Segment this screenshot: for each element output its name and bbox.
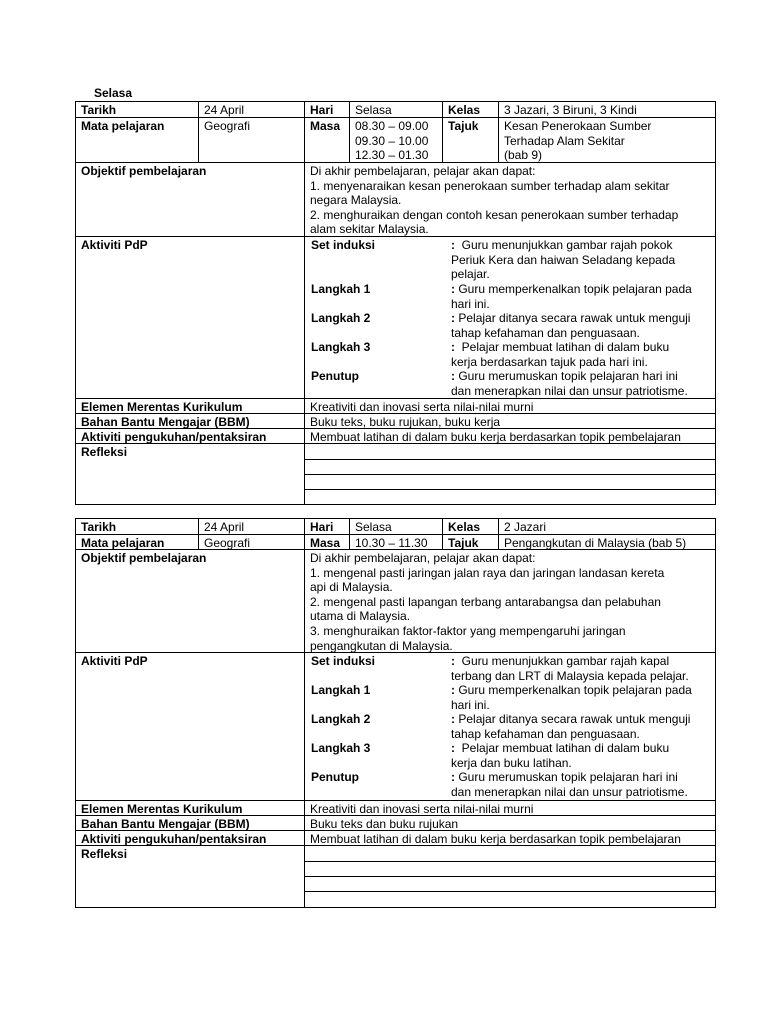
emk-label: Elemen Merentas Kurikulum [81,400,243,414]
refleksi-area[interactable] [304,444,715,504]
day-heading: Selasa [94,86,133,100]
row-emk [76,398,715,414]
step-text [451,311,711,340]
masa-line: 12.30 – 01.30 [355,148,429,163]
step-colon: : [451,741,455,755]
step-label: Set induksi [311,238,376,252]
objektif-line: utama di Malaysia. [310,609,411,624]
refleksi-line [305,861,715,862]
step-colon: : [451,712,455,726]
step-line: terbang dan LRT di Malaysia kepada pelajar. [451,668,689,683]
step-text [451,369,711,398]
tajuk-label: Tajuk [442,118,498,163]
tajuk-value [498,535,715,550]
bbm-label: Bahan Bantu Mengajar (BBM) [81,817,250,831]
hari-label: Hari [304,102,349,117]
tarikh-label: Tarikh [81,520,117,534]
tarikh-value: 24 April [198,102,304,117]
pentaksiran-label: Aktiviti pengukuhan/pentaksiran [81,430,267,444]
tajuk-value [498,118,715,163]
kelas-value: 3 Jazari, 3 Biruni, 3 Kindi [498,102,715,117]
bbm-value: Buku teks, buku rujukan, buku kerja [304,414,715,429]
lesson-plan-table-2 [75,518,716,908]
tajuk-line: Kesan Penerokaan Sumber [504,119,652,133]
hari-value: Selasa [349,102,442,117]
masa-line: 10.30 – 11.30 [355,536,428,550]
step-line: Periuk Kera dan haiwan Seladang kepada [451,252,676,267]
objektif-line: pengangkutan di Malaysia. [310,638,453,653]
step-text [451,741,711,770]
step-line: Pelajar ditanya secara rawak untuk menguji [458,311,691,325]
mapel-label: Mata pelajaran [81,536,165,550]
step-colon: : [451,683,455,697]
objektif-line: Di akhir pembelajaran, pelajar akan dapat: [310,551,536,565]
step-text [451,238,711,282]
objektif-line: 3. menghuraikan faktor-faktor yang mempengaruhi jaringan [310,623,626,638]
bbm-value: Buku teks dan buku rujukan [304,816,715,831]
aktiviti-value [304,653,715,801]
objektif-line: negara Malaysia. [310,193,402,208]
kelas-value: 2 Jazari [498,519,715,534]
step-line: Pelajar membuat latihan di dalam buku [461,340,670,354]
step-text [451,340,711,369]
masa-line: 09.30 – 10.00 [355,133,429,148]
row-refleksi [76,845,715,907]
step-label: Set induksi [311,654,376,668]
pentaksiran-label: Aktiviti pengukuhan/pentaksiran [81,832,267,846]
step-line: Pelajar membuat latihan di dalam buku [461,741,670,755]
step-line: kerja dan buku latihan. [451,755,572,770]
mapel-value: Geografi [198,535,304,550]
kelas-label: Kelas [442,519,498,534]
masa-value [349,118,442,163]
step-line: Guru menunjukkan gambar rajah kapal [461,654,670,668]
step-label: Langkah 2 [311,311,371,325]
step-label: Langkah 2 [311,712,371,726]
step-line: Guru merumuskan topik pelajaran hari ini [458,369,678,383]
row-aktiviti [76,652,715,801]
step-line: Guru memperkenalkan topik pelajaran pada [458,683,692,697]
step-colon: : [451,311,455,325]
step-line: hari ini. [451,697,490,712]
objektif-label: Objektif pembelajaran [81,551,207,565]
tajuk-line: (bab 9) [504,148,543,163]
hari-label: Hari [304,519,349,534]
emk-label: Elemen Merentas Kurikulum [81,802,243,816]
objektif-line: 2. mengenal pasti lapangan terbang antarabangsa dan pelabuhan [310,594,661,609]
row-aktiviti [76,236,715,399]
step-line: pelajar. [451,267,490,282]
objektif-line: api di Malaysia. [310,580,393,595]
step-text [451,282,711,311]
objektif-line: 1. mengenal pasti jaringan jalan raya dan jaringan landasan kereta [310,565,665,580]
objektif-value [304,550,715,653]
step-text [451,770,711,799]
row-emk [76,800,715,816]
mapel-value: Geografi [198,118,304,163]
row-objektif [76,549,715,653]
row-mapel [76,534,715,550]
tajuk-label: Tajuk [442,535,498,550]
row-tarikh [76,102,715,117]
row-bbm [76,413,715,429]
step-label: Penutup [311,770,359,784]
objektif-line: alam sekitar Malaysia. [310,222,429,237]
refleksi-area[interactable] [304,846,715,907]
refleksi-line [305,876,715,877]
step-line: dan menerapkan nilai dan unsur patriotisme. [451,383,688,398]
step-line: dan menerapkan nilai dan unsur patriotisme. [451,784,688,799]
step-colon: : [451,340,455,354]
hari-value: Selasa [349,519,442,534]
step-label: Langkah 3 [311,340,371,354]
step-line: hari ini. [451,296,490,311]
pentaksiran-value: Membuat latihan di dalam buku kerja berdasarkan topik pembelajaran [304,429,715,444]
refleksi-label: Refleksi [81,445,128,459]
row-pentaksiran [76,428,715,444]
step-label: Langkah 1 [311,683,371,697]
pentaksiran-value: Membuat latihan di dalam buku kerja berdasarkan topik pembelajaran [304,831,715,846]
tajuk-line: Terhadap Alam Sekitar [504,133,625,148]
step-text [451,712,711,741]
row-bbm [76,815,715,831]
objektif-line: Di akhir pembelajaran, pelajar akan dapat: [310,164,536,178]
step-colon: : [451,654,455,668]
bbm-label: Bahan Bantu Mengajar (BBM) [81,415,250,429]
step-line: tahap kefahaman dan penguasaan. [451,325,640,340]
aktiviti-label: Aktiviti PdP [81,654,148,668]
kelas-label: Kelas [442,102,498,117]
step-colon: : [451,770,455,784]
mapel-label: Mata pelajaran [81,119,165,133]
step-label: Penutup [311,369,359,383]
aktiviti-value [304,237,715,399]
row-mapel [76,117,715,163]
masa-value [349,535,442,550]
row-objektif [76,162,715,237]
tajuk-line: Pengangkutan di Malaysia (bab 5) [504,536,687,550]
row-refleksi [76,443,715,504]
objektif-value [304,163,715,237]
objektif-line: 1. menyenaraikan kesan penerokaan sumber terhadap alam sekitar [310,178,670,193]
refleksi-line [305,459,715,460]
refleksi-line [305,489,715,490]
tarikh-value: 24 April [198,519,304,534]
refleksi-label: Refleksi [81,847,128,861]
step-line: Pelajar ditanya secara rawak untuk menguji [458,712,691,726]
emk-value: Kreativiti dan inovasi serta nilai-nilai murni [304,399,715,414]
step-colon: : [451,282,455,296]
step-text [451,683,711,712]
step-line: Guru merumuskan topik pelajaran hari ini [458,770,678,784]
aktiviti-label: Aktiviti PdP [81,238,148,252]
refleksi-line [305,891,715,892]
step-label: Langkah 3 [311,741,371,755]
objektif-line: 2. menghuraikan dengan contoh kesan penerokaan sumber terhadap [310,207,679,222]
step-label: Langkah 1 [311,282,371,296]
tarikh-label: Tarikh [81,103,117,117]
step-line: Guru menunjukkan gambar rajah pokok [461,238,673,252]
step-colon: : [451,238,455,252]
lesson-plan-table-1 [75,101,716,505]
step-line: kerja berdasarkan tajuk pada hari ini. [451,354,648,369]
refleksi-line [305,474,715,475]
step-line: Guru memperkenalkan topik pelajaran pada [458,282,692,296]
masa-label: Masa [304,535,349,550]
row-tarikh [76,519,715,534]
step-colon: : [451,369,455,383]
row-pentaksiran [76,830,715,846]
emk-value: Kreativiti dan inovasi serta nilai-nilai murni [304,801,715,816]
step-line: tahap kefahaman dan penguasaan. [451,726,640,741]
masa-label: Masa [304,118,349,163]
objektif-label: Objektif pembelajaran [81,164,207,178]
step-text [451,654,711,683]
masa-line: 08.30 – 09.00 [355,119,429,133]
